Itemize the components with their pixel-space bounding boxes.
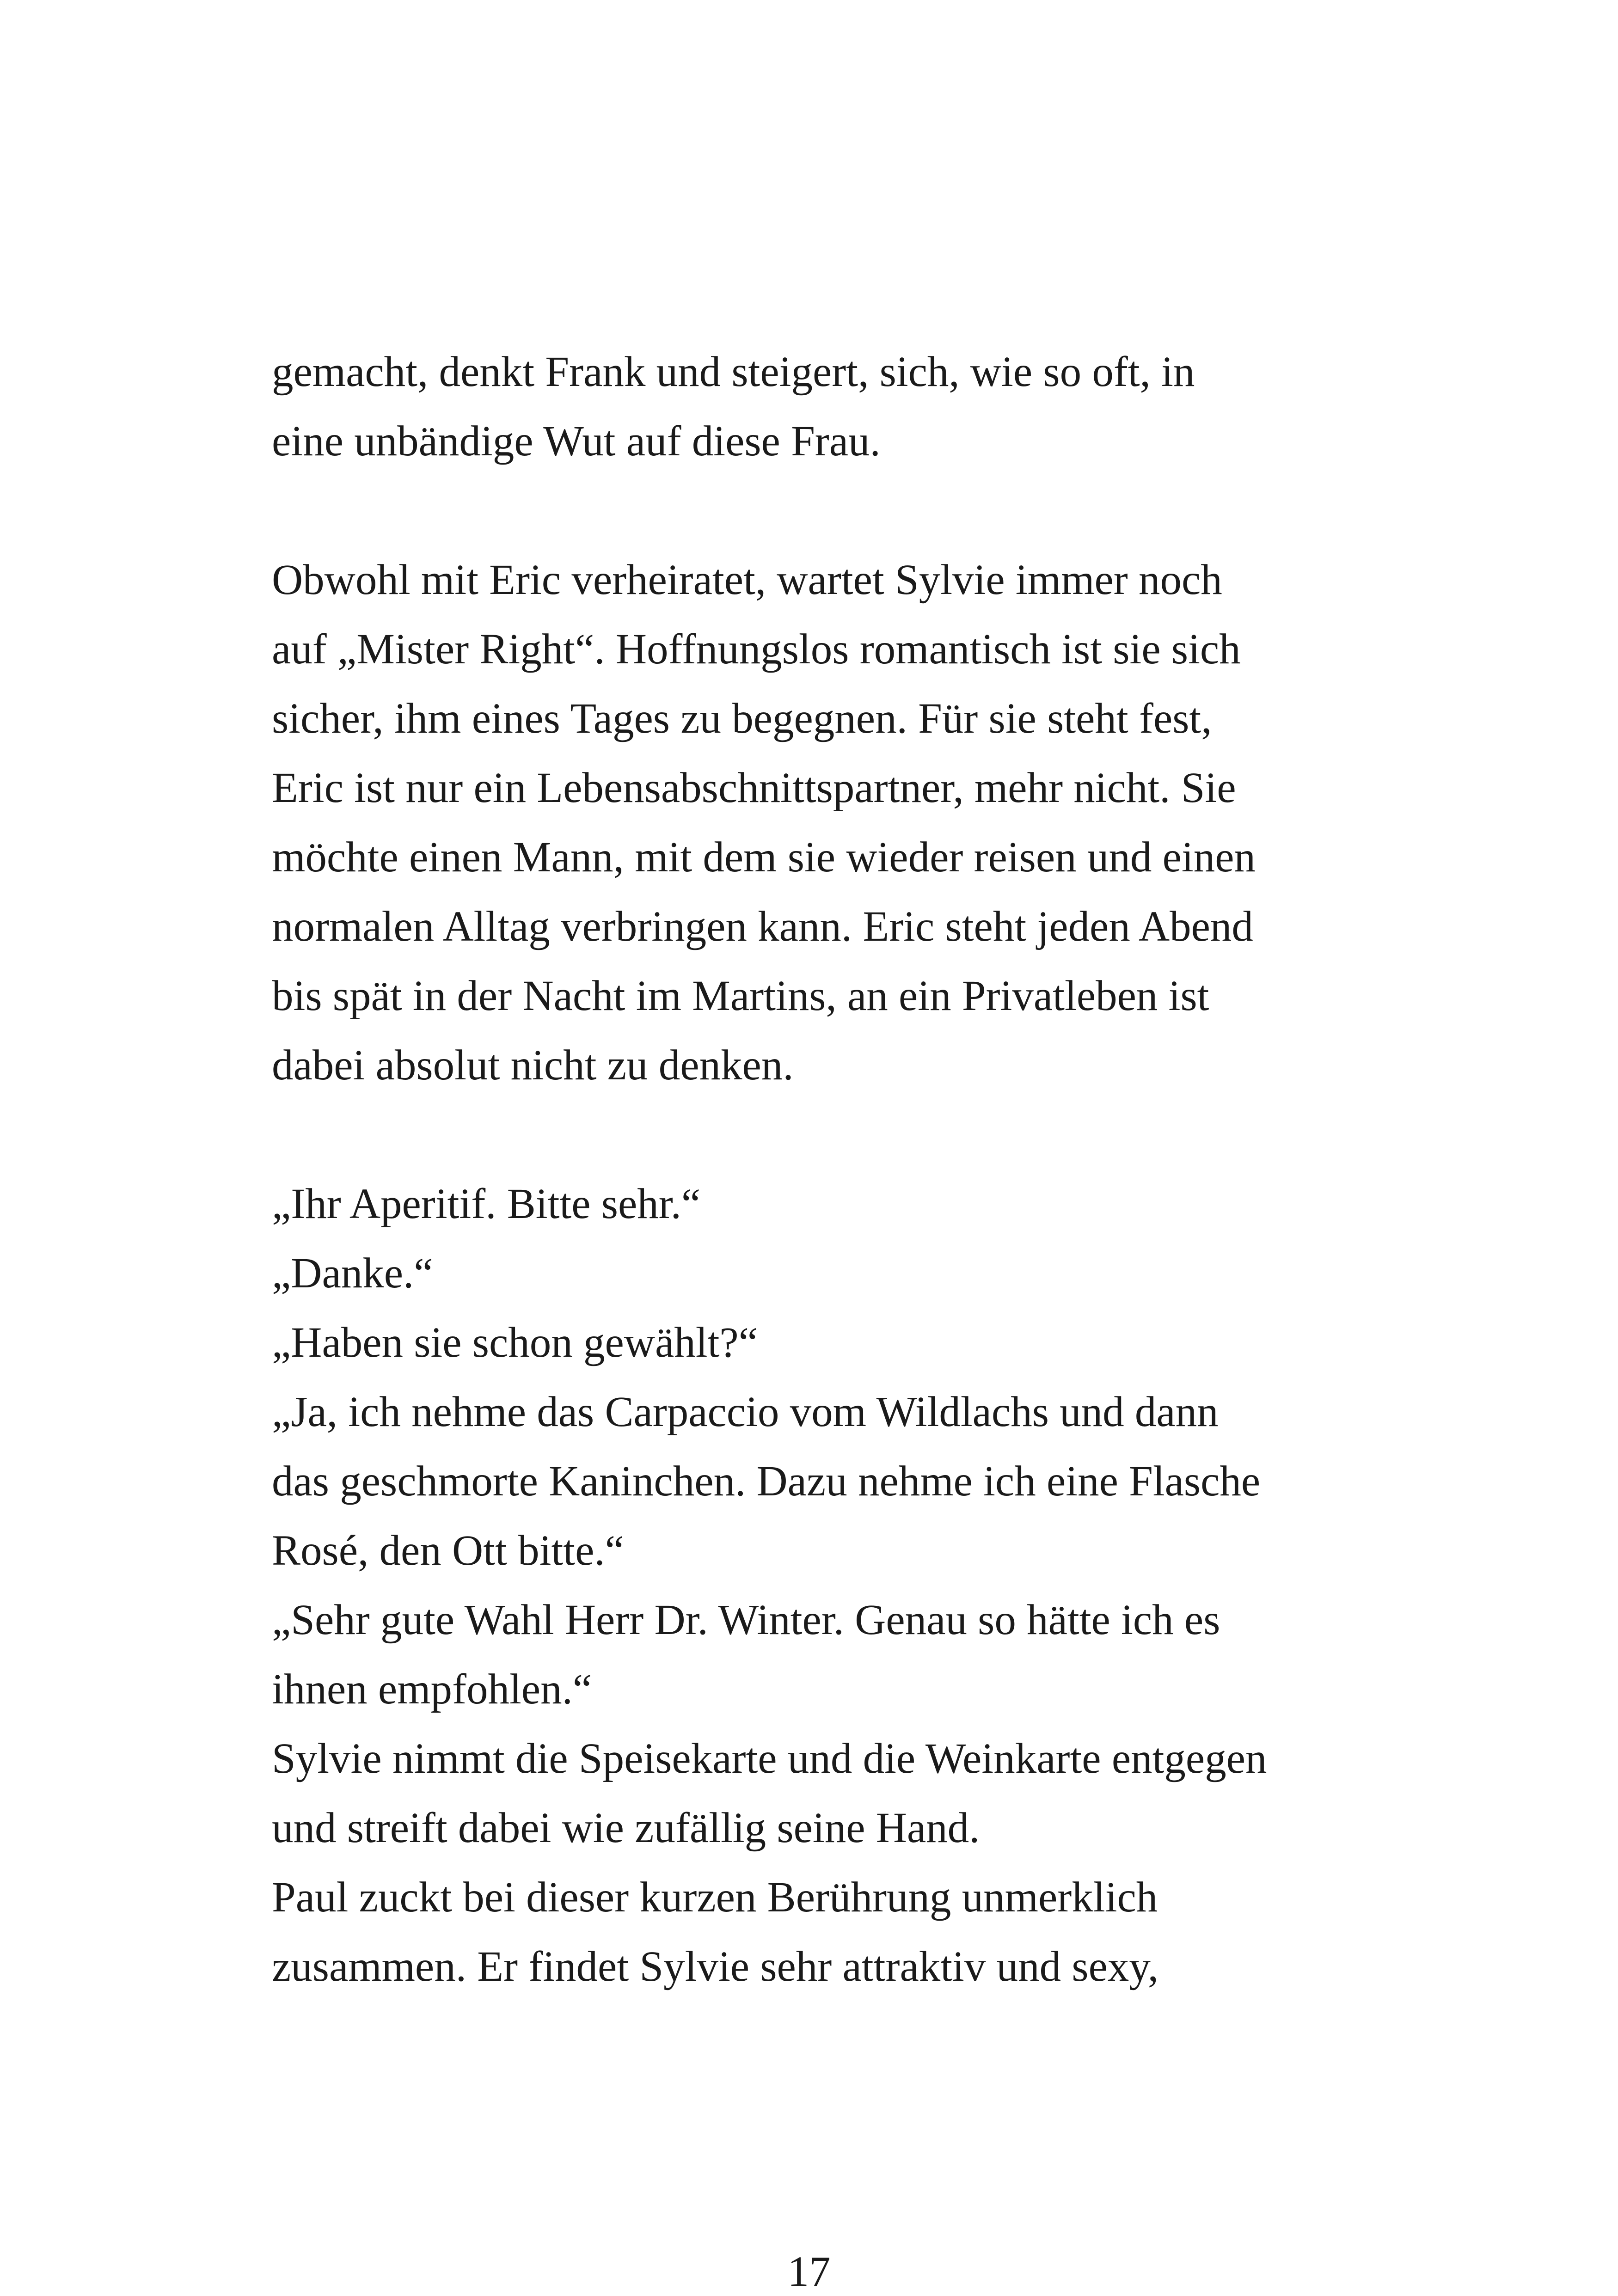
text-line: gemacht, denkt Frank und steigert, sich, wie so oft, in [272,348,1195,396]
text-line: eine unbändige Wut auf diese Frau. [272,417,881,465]
text-line: „Haben sie schon gewählt?“ [272,1319,758,1366]
text-line: ihnen empfohlen.“ [272,1665,592,1713]
page-number: 17 [787,2248,831,2296]
text-line: das geschmorte Kaninchen. Dazu nehme ich eine Flasche [272,1457,1261,1505]
body-text [272,337,1372,2002]
text-line: bis spät in der Nacht im Martins, an ein Privatleben ist [272,972,1209,1020]
text-line: Obwohl mit Eric verheiratet, wartet Sylvie immer noch [272,556,1222,604]
text-line: Eric ist nur ein Lebensabschnittspartner, mehr nicht. Sie [272,764,1236,812]
text-line: normalen Alltag verbringen kann. Eric steht jeden Abend [272,903,1253,950]
paragraph-spacer [272,476,1372,545]
text-line: Rosé, den Ott bitte.“ [272,1527,624,1574]
text-line: „Ja, ich nehme das Carpaccio vom Wildlachs und dann [272,1388,1219,1436]
text-line: möchte einen Mann, mit dem sie wieder reisen und einen [272,833,1256,881]
text-line: zusammen. Er findet Sylvie sehr attraktiv und sexy, [272,1943,1159,1990]
text-line: sicher, ihm eines Tages zu begegnen. Für sie steht fest, [272,695,1212,742]
text-line: „Ihr Aperitif. Bitte sehr.“ [272,1180,701,1228]
text-line: Sylvie nimmt die Speisekarte und die Weinkarte entgegen [272,1735,1267,1782]
text-line: „Sehr gute Wahl Herr Dr. Winter. Genau so hätte ich es [272,1596,1220,1644]
paragraph-2 [272,545,1372,1100]
text-line: auf „Mister Right“. Hoffnungslos romantisch ist sie sich [272,625,1241,673]
text-line: dabei absolut nicht zu denken. [272,1041,794,1089]
text-line: „Danke.“ [272,1249,433,1297]
text-line: und streift dabei wie zufällig seine Hand. [272,1804,980,1852]
paragraph-3 [272,1169,1372,2002]
text-line: Paul zuckt bei dieser kurzen Berührung unmerklich [272,1874,1158,1921]
paragraph-1 [272,337,1372,476]
paragraph-spacer [272,1100,1372,1169]
